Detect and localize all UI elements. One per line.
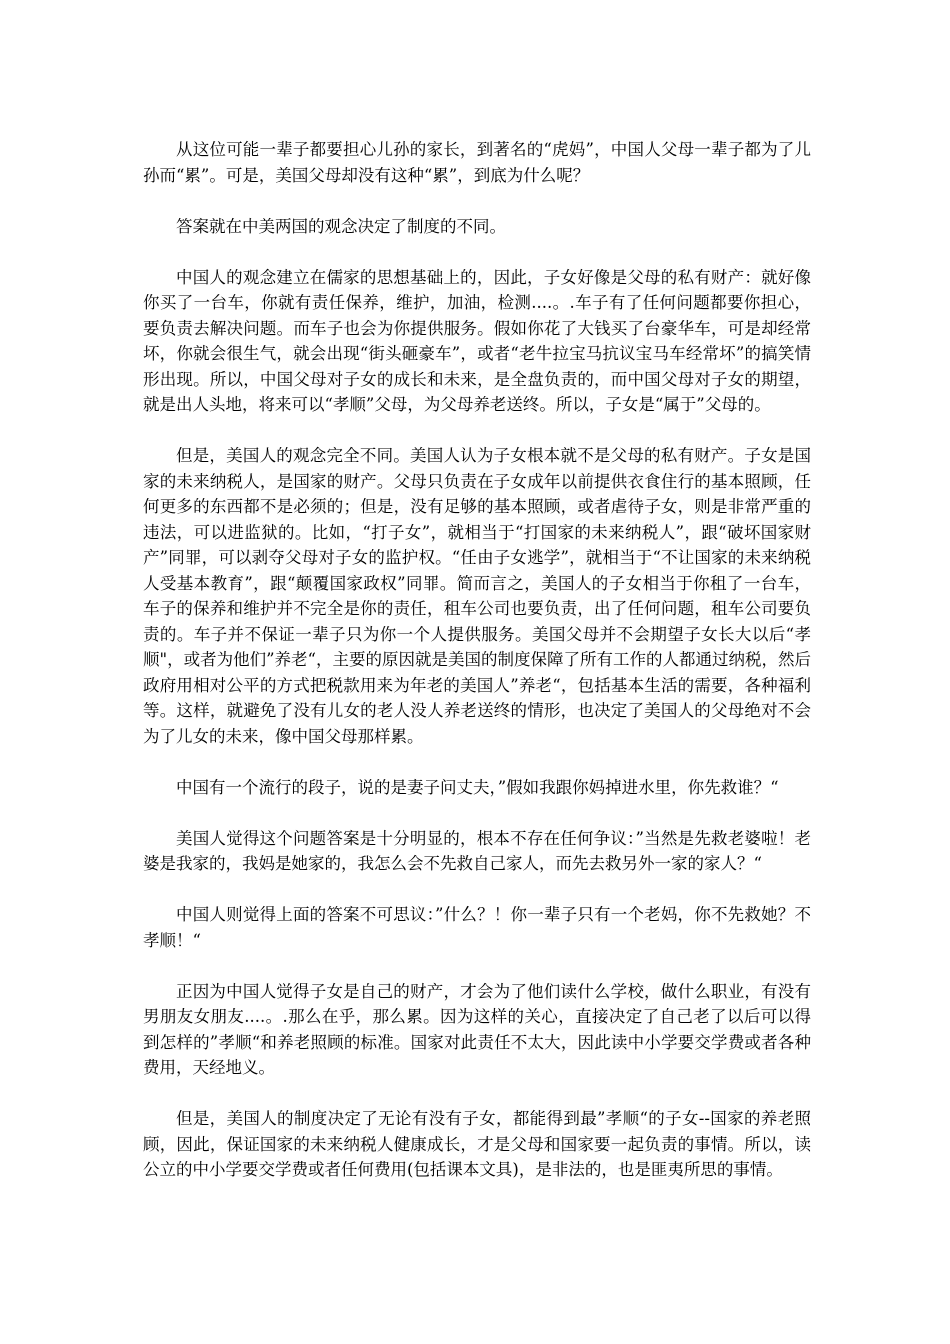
paragraph: 中国人则觉得上面的答案不可思议：”什么？！你一辈子只有一个老妈，你不先救她？不孝顺！“ bbox=[143, 905, 811, 950]
paragraph: 中国有一个流行的段子，说的是妻子问丈夫，”假如我跟你妈掉进水里，你先救谁？“ bbox=[176, 777, 779, 797]
paragraph: 但是，美国人的制度决定了无论有没有子女，都能得到最”孝顺“的子女--国家的养老照顾，因此，保证国家的未来纳税人健康成长，才是父母和国家要一起负责的事情。所以，读公立的中小学要交学费或者任何费用(包括课本文具)，是非法的，也是匪夷所思的事情。 bbox=[143, 1109, 811, 1179]
paragraph: 从这位可能一辈子都要担心儿孙的家长，到著名的“虎妈”，中国人父母一辈子都为了儿孙而“累”。可是，美国父母却没有这种“累”，到底为什么呢？ bbox=[143, 140, 811, 185]
paragraph: 答案就在中美两国的观念决定了制度的不同。 bbox=[176, 216, 506, 236]
paragraph: 中国人的观念建立在儒家的思想基础上的，因此，子女好像是父母的私有财产：就好像你买了一台车，你就有责任保养，维护，加油，检测....。.车子有了任何问题都要你担心，要负责去解决问题。而车子也会为你提供服务。假如你花了大钱买了台豪华车，可是却经常坏，你就会很生气，就会出现“街头砸豪车”，或者“老牛拉宝马抗议宝马车经常坏”的搞笑情形出现。所以，中国父母对子女的成长和未来，是全盘负责的，而中国父母对子女的期望，就是出人头地，将来可以“孝顺”父母，为父母养老送终。所以，子女是“属于”父母的。 bbox=[143, 267, 811, 414]
paragraph: 美国人觉得这个问题答案是十分明显的，根本不存在任何争议：”当然是先救老婆啦！老婆是我家的，我妈是她家的，我怎么会不先救自己家人，而先去救另外一家的家人？“ bbox=[143, 828, 811, 873]
paragraph: 但是，美国人的观念完全不同。美国人认为子女根本就不是父母的私有财产。子女是国家的未来纳税人，是国家的财产。父母只负责在子女成年以前提供衣食住行的基本照顾，任何更多的东西都不是必须的；但是，没有足够的基本照顾，或者虐待子女，则是非常严重的违法，可以进监狱的。比如，“打子女”，就相当于“打国家的未来纳税人”，跟“破坏国家财产”同罪，可以剥夺父母对子女的监护权。“任由子女逃学”，就相当于“不让国家的未来纳税人受基本教育”，跟“颠覆国家政权”同罪。简而言之，美国人的子女相当于你租了一台车，车子的保养和维护并不完全是你的责任，租车公司也要负责，出了任何问题，租车公司要负责的。车子并不保证一辈子只为你一个人提供服务。美国父母并不会期望子女长大以后“孝顺"，或者为他们”养老“，主要的原因就是美国的制度保障了所有工作的人都通过纳税，然后政府用相对公平的方式把税款用来为年老的美国人”养老“，包括基本生活的需要，各种福利等。这样，就避免了没有儿女的老人没人养老送终的情形，也决定了美国人的父母绝对不会为了儿女的未来，像中国父母那样累。 bbox=[143, 446, 811, 746]
paragraph: 正因为中国人觉得子女是自己的财产，才会为了他们读什么学校，做什么职业，有没有男朋友女朋友....。.那么在乎，那么累。因为这样的关心，直接决定了自己老了以后可以得到怎样的”孝顺“和养老照顾的标准。国家对此责任不太大，因此读中小学要交学费或者各种费用，天经地义。 bbox=[143, 981, 811, 1077]
article-body bbox=[143, 137, 811, 1208]
